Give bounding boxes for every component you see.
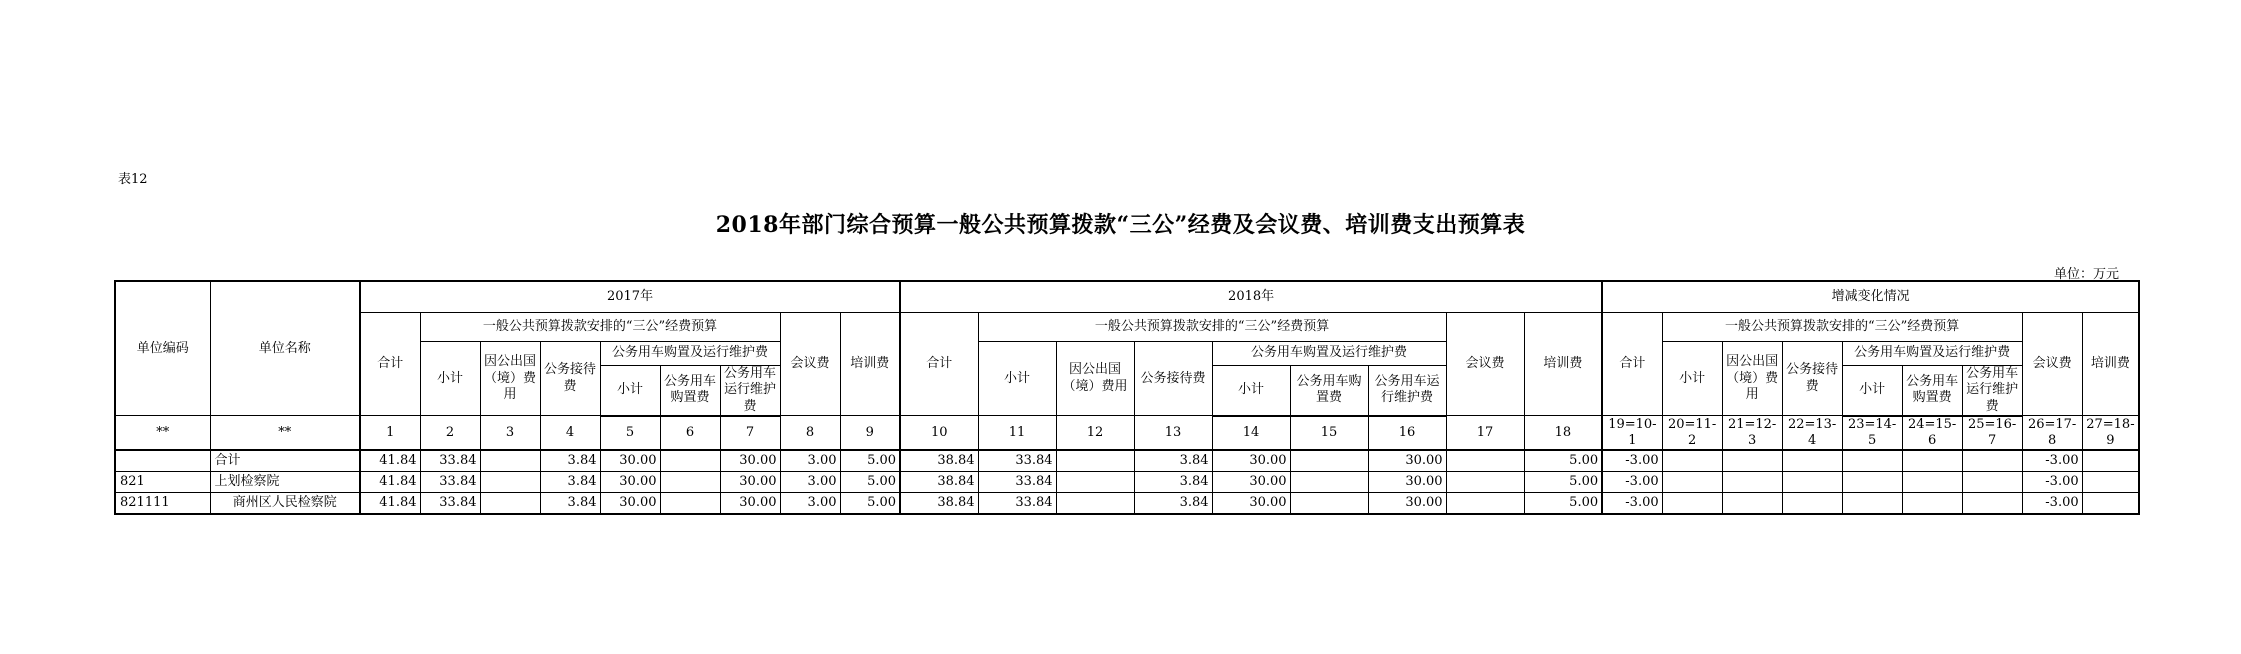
header-2018-total: 合计: [900, 313, 978, 416]
value-cell: 3.00: [780, 493, 840, 515]
value-cell: [1290, 493, 1368, 515]
header-change-subtotal: 小计: [1662, 342, 1722, 416]
header-2018-three-public: 一般公共预算拨款安排的“三公”经费预算: [978, 313, 1446, 342]
table-row: [115, 472, 2139, 493]
value-cell: 5.00: [1524, 472, 1602, 493]
column-number-cell: 7: [720, 416, 780, 451]
value-cell: 30.00: [600, 472, 660, 493]
header-change-total: 合计: [1602, 313, 1662, 416]
column-number-cell: 6: [660, 416, 720, 451]
value-cell: 3.84: [540, 472, 600, 493]
value-cell: [1782, 493, 1842, 515]
column-number-cell: 16: [1368, 416, 1446, 451]
column-number-cell: 11: [978, 416, 1056, 451]
header-2017-vehicle-purchase: 公务用车购置费: [660, 366, 720, 416]
value-cell: [1056, 493, 1134, 515]
value-cell: [1842, 450, 1902, 472]
column-number-cell: 13: [1134, 416, 1212, 451]
header-change-meeting: 会议费: [2022, 313, 2082, 416]
value-cell: [1662, 472, 1722, 493]
value-cell: [480, 450, 540, 472]
header-2017-training: 培训费: [840, 313, 900, 416]
value-cell: [1962, 450, 2022, 472]
unit-name-cell: 商州区人民检察院: [210, 493, 360, 515]
value-cell: 30.00: [720, 450, 780, 472]
value-cell: [480, 493, 540, 515]
value-cell: 30.00: [1212, 493, 1290, 515]
column-number-cell: 19=10-1: [1602, 416, 1662, 451]
header-2017-vehicle-operation: 公务用车运行维护费: [720, 366, 780, 416]
value-cell: 41.84: [360, 450, 420, 472]
value-cell: 30.00: [600, 450, 660, 472]
value-cell: [2082, 493, 2139, 515]
column-number-cell: 23=14-5: [1842, 416, 1902, 451]
value-cell: 33.84: [420, 450, 480, 472]
header-2017-vehicle-subtotal: 小计: [600, 366, 660, 416]
value-cell: [1962, 493, 2022, 515]
value-cell: [1842, 493, 1902, 515]
value-cell: [1782, 472, 1842, 493]
column-number-cell: 9: [840, 416, 900, 451]
header-2018-abroad: 因公出国（境）费用: [1056, 342, 1134, 416]
column-number-cell: 24=15-6: [1902, 416, 1962, 451]
column-number-row: [115, 416, 2139, 451]
column-number-cell: 2: [420, 416, 480, 451]
header-2017-abroad: 因公出国（境）费用: [480, 342, 540, 416]
value-cell: -3.00: [2022, 450, 2082, 472]
value-cell: 3.84: [1134, 450, 1212, 472]
value-cell: [1842, 472, 1902, 493]
value-cell: [1782, 450, 1842, 472]
value-cell: [1902, 450, 1962, 472]
column-number-cell: 20=11-2: [1662, 416, 1722, 451]
value-cell: -3.00: [1602, 472, 1662, 493]
header-change-training: 培训费: [2082, 313, 2139, 416]
value-cell: 3.84: [1134, 493, 1212, 515]
column-number-cell: **: [210, 416, 360, 451]
value-cell: 30.00: [1212, 472, 1290, 493]
value-cell: [1446, 450, 1524, 472]
value-cell: [1902, 472, 1962, 493]
value-cell: 30.00: [1368, 472, 1446, 493]
value-cell: [1902, 493, 1962, 515]
header-year-2018: 2018年: [900, 281, 1602, 313]
table-number-label: 表12: [118, 172, 148, 187]
header-2017-three-public: 一般公共预算拨款安排的“三公”经费预算: [420, 313, 780, 342]
header-year-2017: 2017年: [360, 281, 900, 313]
header-2018-meeting: 会议费: [1446, 313, 1524, 416]
value-cell: 5.00: [840, 450, 900, 472]
unit-name-cell: 上划检察院: [210, 472, 360, 493]
column-number-cell: 3: [480, 416, 540, 451]
value-cell: [660, 493, 720, 515]
value-cell: [1056, 450, 1134, 472]
value-cell: 30.00: [600, 493, 660, 515]
column-number-cell: 18: [1524, 416, 1602, 451]
header-2017-subtotal: 小计: [420, 342, 480, 416]
unit-name-cell: 合计: [210, 450, 360, 472]
document-title: 2018年部门综合预算一般公共预算拨款“三公”经费及会议费、培训费支出预算表: [715, 212, 1526, 238]
value-cell: [1662, 493, 1722, 515]
value-cell: [660, 472, 720, 493]
unit-code-cell: 821: [115, 472, 210, 493]
header-change-vehicle-operation: 公务用车运行维护费: [1962, 366, 2022, 416]
header-change-three-public: 一般公共预算拨款安排的“三公”经费预算: [1662, 313, 2022, 342]
value-cell: [660, 450, 720, 472]
column-number-cell: 5: [600, 416, 660, 451]
header-2017-vehicle-group: 公务用车购置及运行维护费: [600, 342, 780, 366]
unit-label: 单位：万元: [2054, 267, 2120, 282]
header-2017-meeting: 会议费: [780, 313, 840, 416]
column-number-cell: 25=16-7: [1962, 416, 2022, 451]
header-2018-subtotal: 小计: [978, 342, 1056, 416]
value-cell: -3.00: [1602, 493, 1662, 515]
value-cell: [1056, 472, 1134, 493]
value-cell: 30.00: [1368, 450, 1446, 472]
value-cell: [480, 472, 540, 493]
value-cell: -3.00: [2022, 493, 2082, 515]
header-2018-vehicle-purchase: 公务用车购置费: [1290, 366, 1368, 416]
value-cell: [1962, 472, 2022, 493]
value-cell: 3.84: [540, 493, 600, 515]
column-number-cell: 10: [900, 416, 978, 451]
value-cell: 33.84: [978, 493, 1056, 515]
value-cell: [1662, 450, 1722, 472]
column-number-cell: 12: [1056, 416, 1134, 451]
unit-code-cell: 821111: [115, 493, 210, 515]
value-cell: 38.84: [900, 472, 978, 493]
value-cell: 3.00: [780, 472, 840, 493]
column-number-cell: 14: [1212, 416, 1290, 451]
value-cell: 5.00: [1524, 450, 1602, 472]
value-cell: 5.00: [840, 493, 900, 515]
value-cell: 38.84: [900, 450, 978, 472]
column-number-cell: 1: [360, 416, 420, 451]
value-cell: 3.00: [780, 450, 840, 472]
value-cell: 41.84: [360, 493, 420, 515]
value-cell: 5.00: [1524, 493, 1602, 515]
header-change-reception: 公务接待费: [1782, 342, 1842, 416]
header-unit-code: 单位编码: [115, 281, 210, 416]
header-2018-vehicle-group: 公务用车购置及运行维护费: [1212, 342, 1446, 366]
header-2017-total: 合计: [360, 313, 420, 416]
header-unit-name: 单位名称: [210, 281, 360, 416]
value-cell: -3.00: [2022, 472, 2082, 493]
column-number-cell: 27=18-9: [2082, 416, 2139, 451]
header-change-vehicle-purchase: 公务用车购置费: [1902, 366, 1962, 416]
column-number-cell: 4: [540, 416, 600, 451]
value-cell: 30.00: [1368, 493, 1446, 515]
value-cell: [1446, 472, 1524, 493]
table-row: [115, 450, 2139, 472]
column-number-cell: 22=13-4: [1782, 416, 1842, 451]
value-cell: [2082, 450, 2139, 472]
value-cell: [1446, 493, 1524, 515]
value-cell: 3.84: [1134, 472, 1212, 493]
table-row: [115, 493, 2139, 515]
header-2018-vehicle-operation: 公务用车运行维护费: [1368, 366, 1446, 416]
column-number-cell: **: [115, 416, 210, 451]
column-number-cell: 21=12-3: [1722, 416, 1782, 451]
value-cell: [1290, 472, 1368, 493]
header-change-vehicle-group: 公务用车购置及运行维护费: [1842, 342, 2022, 366]
value-cell: 5.00: [840, 472, 900, 493]
header-change: 增减变化情况: [1602, 281, 2139, 313]
header-change-vehicle-subtotal: 小计: [1842, 366, 1902, 416]
column-number-cell: 17: [1446, 416, 1524, 451]
header-2018-training: 培训费: [1524, 313, 1602, 416]
value-cell: [2082, 472, 2139, 493]
column-number-cell: 15: [1290, 416, 1368, 451]
header-change-abroad: 因公出国（境）费用: [1722, 342, 1782, 416]
header-2017-reception: 公务接待费: [540, 342, 600, 416]
value-cell: [1290, 450, 1368, 472]
value-cell: 33.84: [420, 493, 480, 515]
value-cell: 33.84: [978, 472, 1056, 493]
value-cell: [1722, 493, 1782, 515]
value-cell: 3.84: [540, 450, 600, 472]
value-cell: 30.00: [720, 472, 780, 493]
value-cell: 30.00: [1212, 450, 1290, 472]
value-cell: 33.84: [420, 472, 480, 493]
budget-table: [114, 280, 2140, 515]
column-number-cell: 26=17-8: [2022, 416, 2082, 451]
value-cell: 38.84: [900, 493, 978, 515]
header-2018-reception: 公务接待费: [1134, 342, 1212, 416]
value-cell: 41.84: [360, 472, 420, 493]
value-cell: -3.00: [1602, 450, 1662, 472]
value-cell: 30.00: [720, 493, 780, 515]
header-2018-vehicle-subtotal: 小计: [1212, 366, 1290, 416]
column-number-cell: 8: [780, 416, 840, 451]
value-cell: [1722, 472, 1782, 493]
value-cell: 33.84: [978, 450, 1056, 472]
value-cell: [1722, 450, 1782, 472]
unit-code-cell: [115, 450, 210, 472]
